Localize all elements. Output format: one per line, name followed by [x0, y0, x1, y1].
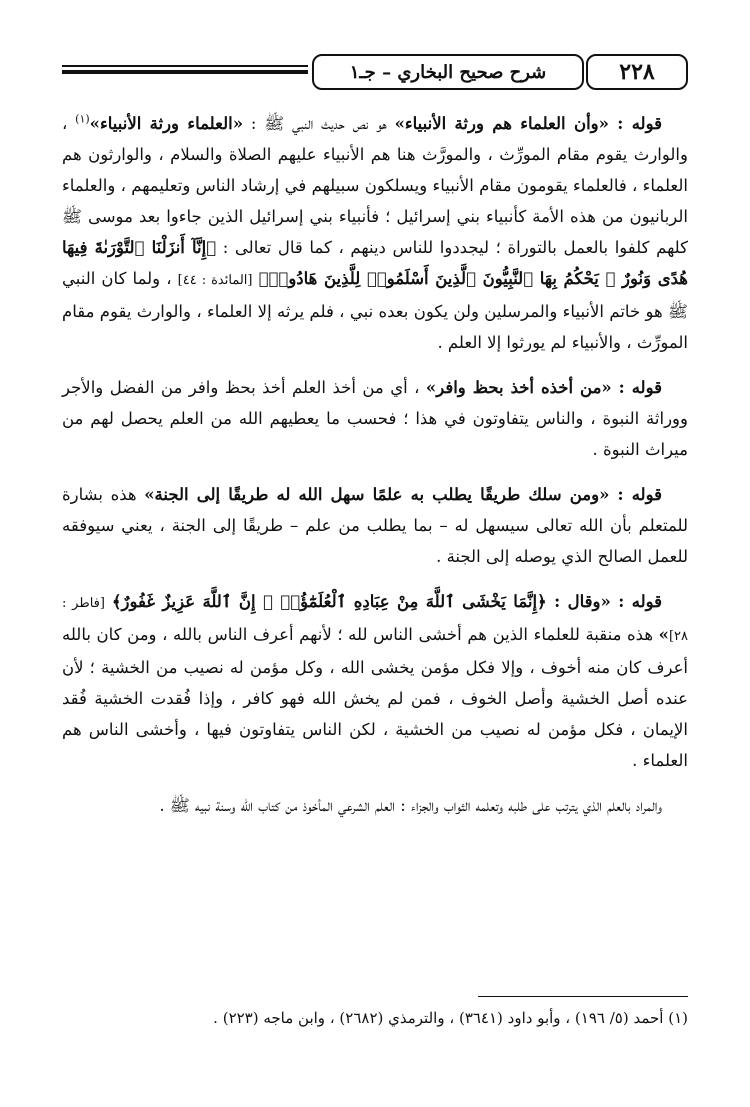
paragraph-4: [62, 586, 688, 776]
paragraph-lead: قوله : «وأن العلماء هم ورثة الأنبياء»: [394, 114, 662, 133]
paragraph-text: والمراد بالعلم الذي يترتب على طلبه وتعلمه الثواب والجزاء : العلم الشرعي المأخوذ من كتاب الله وسنة نبيه ﷺ .: [159, 796, 662, 815]
paragraph-text: ، أي من أخذ العلم أخذ بحظ وافر من الفضل والأجر ووراثة النبوة ، والناس يتفاوتون في هذا ؛ فحسب ما يعطيهم الله من العلم يحصل لهم من ميراث النبوة .: [62, 378, 688, 459]
header-rule-thick: [62, 70, 308, 74]
quran-verse: ﴿إِنَّآ أَنزَلْنَا ٱلتَّوْرَىٰةَ فِيهَا هُدًى وَنُورٌ ۚ يَحْكُمُ بِهَا ٱلنَّبِيُّونَ ٱلَّذِينَ أَسْلَمُوا۟ لِلَّذِينَ هَادُوا۟﴾: [62, 238, 688, 288]
header-rule: [62, 65, 308, 67]
hadith-quote: «العلماء ورثة الأنبياء»: [89, 114, 244, 133]
paragraph-lead: قوله : «وقال :: [546, 592, 663, 611]
page-number: [586, 54, 688, 90]
paragraph-lead: قوله : «ومن سلك طريقًا يطلب به علمًا سهل الله له طريقًا إلى الجنة»: [144, 485, 662, 504]
page-header: [62, 52, 688, 92]
paragraph-text: هذه بشارة للمتعلم بأن الله تعالى سيسهل له – بما يطلب من علم – طريقًا إلى الجنة ، يعني سيوفقه للعمل الصالح الذي يوصله إلى الجنة .: [62, 485, 688, 566]
footnote-marker: (١): [75, 112, 90, 126]
paragraph-lead: قوله : «من أخذه أخذ بحظ وافر»: [425, 378, 662, 397]
footnote-text: (١) أحمد (٥/ ١٩٦) ، وأبو داود (٣٦٤١) ، والترمذي (٢٦٨٢) ، وابن ماجه (٢٢٣) .: [213, 1009, 688, 1027]
paragraph-2: [62, 372, 688, 465]
book-title: [312, 54, 584, 90]
paragraph-text: ، والوارث يقوم مقام المورِّث ، والمورَّث هنا هم الأنبياء عليهم الصلاة والسلام ، والوارثون هم العلماء ، فالعلماء يقومون مقام الأنبياء ويسلكون سبيلهم في إرشاد الناس وتعليمهم ، والعلماء الربانيون من هذه الأمة كأنبياء بني إسرائيل ؛ فأنبياء بني إسرائيل الذين جاءوا بعد موسى ﷺ كلهم كلفوا بالعمل بالتوراة ؛ ليجددوا للناس دينهم ، كما قال تعالى :: [62, 114, 688, 257]
paragraph-3: [62, 479, 688, 572]
verse-reference: [المائدة : ٤٤]: [177, 273, 253, 288]
quran-verse: ﴿إِنَّمَا يَخْشَى ٱللَّهَ مِنْ عِبَادِهِ ٱلْعُلَمَٰٓؤُا۟ ۗ إِنَّ ٱللَّهَ عَزِيزٌ غَفُورٌ﴾: [111, 592, 547, 611]
paragraph-text: هذه منقبة للعلماء الذين هم أخشى الناس لله ؛ لأنهم أعرف الناس بالله ، ومن كان بالله أعرف كان منه أخوف ، وإلا فكل مؤمن يخشى الله ، وكل مؤمن له نصيب من الخشية ؛ لأن عنده أصل الخشية وأصل الخوف ، فمن لم يخش الله فهو كافر ، وإذا فُقدت الخشية فُقد الإيمان ، فكل مؤمن له نصيب من الخشية ، لكن الناس يتفاوتون فيها ، وأخشى الناس هم العلماء .: [62, 625, 688, 770]
footnote: [62, 1006, 688, 1030]
paragraph-lead-end: »: [658, 625, 669, 644]
paragraph-text: هو نص حديث النبي ﷺ :: [243, 114, 395, 133]
verse-reference: [فاطر : ٢٨]: [62, 596, 688, 644]
footnote-divider: [478, 996, 688, 997]
page-number-text: ٢٢٨: [619, 59, 655, 85]
paragraph-text: ، ولما كان النبي ﷺ هو خاتم الأنبياء والمرسلين ولن يكون بعده نبي ، فلم يرثه إلا العلماء ، والوارث يقوم مقام المورِّث ، والأنبياء لم يورثوا إلا العلم .: [62, 269, 688, 352]
paragraph-1: [62, 108, 688, 358]
book-title-text: شرح صحيح البخاري – جـ١: [349, 61, 547, 83]
paragraph-5: [62, 790, 688, 821]
page-body: [62, 108, 688, 835]
